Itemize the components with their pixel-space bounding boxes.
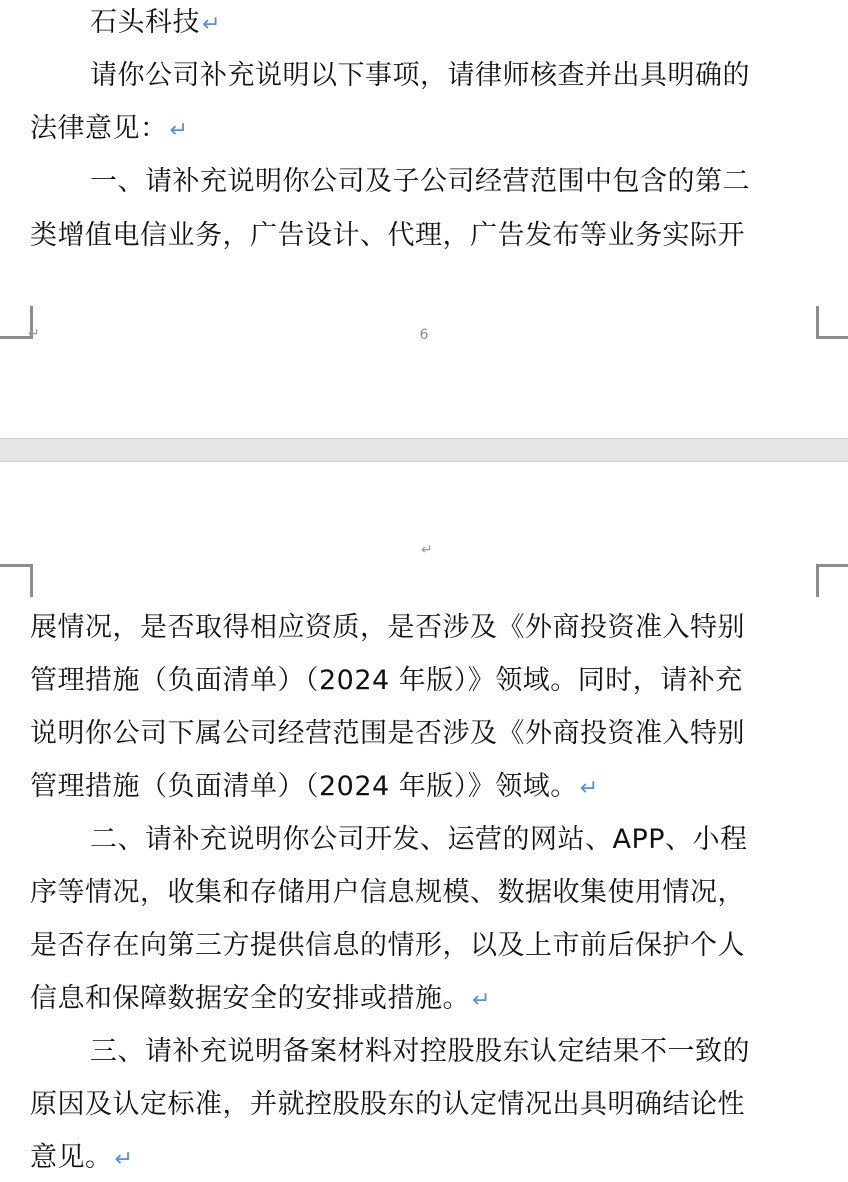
paragraph-mark-icon: ↵	[579, 776, 599, 801]
text-line: 管理措施（负面清单）（2024 年版）》领域。↵	[30, 771, 599, 802]
paragraph-mark-icon: ↵	[114, 1147, 134, 1172]
margin-corner-mark	[0, 564, 33, 597]
paragraph-mark-icon: ↵	[421, 542, 433, 558]
text-line: 信息和保障数据安全的安排或措施。↵	[30, 983, 491, 1014]
page-gap	[0, 438, 848, 462]
page-number: 6	[419, 327, 429, 343]
text-line: 一、请补充说明你公司及子公司经营范围中包含的第二	[90, 166, 750, 197]
margin-corner-mark	[816, 306, 848, 339]
document-page-top	[0, 0, 848, 438]
text-line: 二、请补充说明你公司开发、运营的网站、APP、小程	[90, 824, 748, 855]
document-page-bottom	[0, 462, 848, 1182]
paragraph-mark-icon: ↵	[28, 326, 40, 342]
text-line: 说明你公司下属公司经营范围是否涉及《外商投资准入特别	[30, 718, 745, 749]
text-line: 管理措施（负面清单）（2024 年版）》领域。同时，请补充	[30, 665, 743, 696]
text-line: 三、请补充说明备案材料对控股股东认定结果不一致的	[90, 1036, 750, 1067]
text-line: 石头科技↵	[90, 7, 221, 38]
text-line: 请你公司补充说明以下事项，请律师核查并出具明确的	[90, 60, 750, 91]
paragraph-mark-icon: ↵	[472, 988, 491, 1013]
text-line: 序等情况，收集和存储用户信息规模、数据收集使用情况，	[30, 877, 745, 908]
text-line: 类增值电信业务，广告设计、代理，广告发布等业务实际开	[30, 220, 745, 251]
margin-corner-mark	[816, 564, 848, 597]
text-line: 法律意见：↵	[30, 113, 189, 144]
text-line: 是否存在向第三方提供信息的情形，以及上市前后保护个人	[30, 930, 745, 961]
text-line: 意见。↵	[30, 1142, 134, 1173]
paragraph-mark-icon: ↵	[169, 118, 189, 143]
text-line: 原因及认定标准，并就控股股东的认定情况出具明确结论性	[30, 1089, 745, 1120]
text-line: 展情况，是否取得相应资质，是否涉及《外商投资准入特别	[30, 612, 745, 643]
paragraph-mark-icon: ↵	[202, 12, 221, 37]
